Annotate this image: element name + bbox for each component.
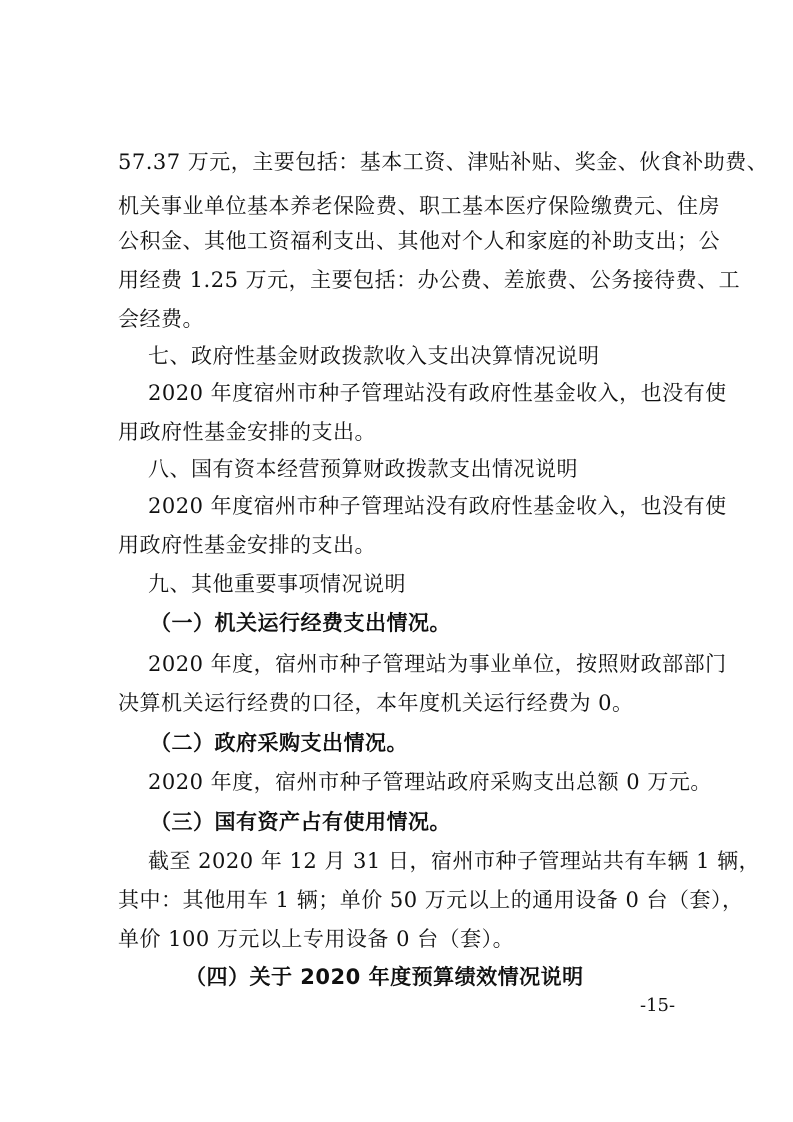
body-text-line: 其中：其他用车 1 辆；单价 50 万元以上的通用设备 0 台（套）， — [118, 888, 744, 912]
body-text-line: 机关事业单位基本养老保险费、职工基本医疗保险缴费元、住房 — [118, 194, 720, 218]
body-text-line: 2020 年度宿州市种子管理站没有政府性基金收入，也没有使 — [148, 494, 727, 518]
body-text-line: 用经费 1.25 万元，主要包括：办公费、差旅费、公务接待费、工 — [118, 268, 741, 292]
body-text-line: 2020 年度宿州市种子管理站没有政府性基金收入，也没有使 — [148, 381, 727, 405]
subsection-heading: （二）政府采购支出情况。 — [150, 731, 408, 755]
body-text-line: 57.37 万元，主要包括：基本工资、津贴补贴、奖金、伙食补助费、 — [118, 150, 769, 174]
subsection-heading: （四）关于 2020 年度预算绩效情况说明 — [185, 965, 584, 989]
section-heading: 九、其他重要事项情况说明 — [148, 572, 406, 596]
section-heading: 七、政府性基金财政拨款收入支出决算情况说明 — [148, 344, 600, 368]
body-text-line: 2020 年度，宿州市种子管理站为事业单位，按照财政部部门 — [148, 652, 727, 676]
subsection-heading: （三）国有资产占有使用情况。 — [150, 810, 451, 834]
subsection-heading: （一）机关运行经费支出情况。 — [150, 611, 451, 635]
body-text-line: 决算机关运行经费的口径，本年度机关运行经费为 0。 — [118, 691, 634, 715]
body-text-line: 截至 2020 年 12 月 31 日，宿州市种子管理站共有车辆 1 辆， — [148, 849, 761, 873]
page-number: -15- — [640, 995, 676, 1016]
body-text-line: 会经费。 — [118, 307, 204, 331]
section-heading: 八、国有资本经营预算财政拨款支出情况说明 — [148, 457, 578, 481]
body-text-line: 用政府性基金安排的支出。 — [118, 533, 376, 557]
body-text-line: 2020 年度，宿州市种子管理站政府采购支出总额 0 万元。 — [148, 770, 712, 794]
body-text-line: 单价 100 万元以上专用设备 0 台（套）。 — [118, 927, 515, 951]
body-text-line: 公积金、其他工资福利支出、其他对个人和家庭的补助支出；公 — [118, 229, 720, 253]
body-text-line: 用政府性基金安排的支出。 — [118, 420, 376, 444]
